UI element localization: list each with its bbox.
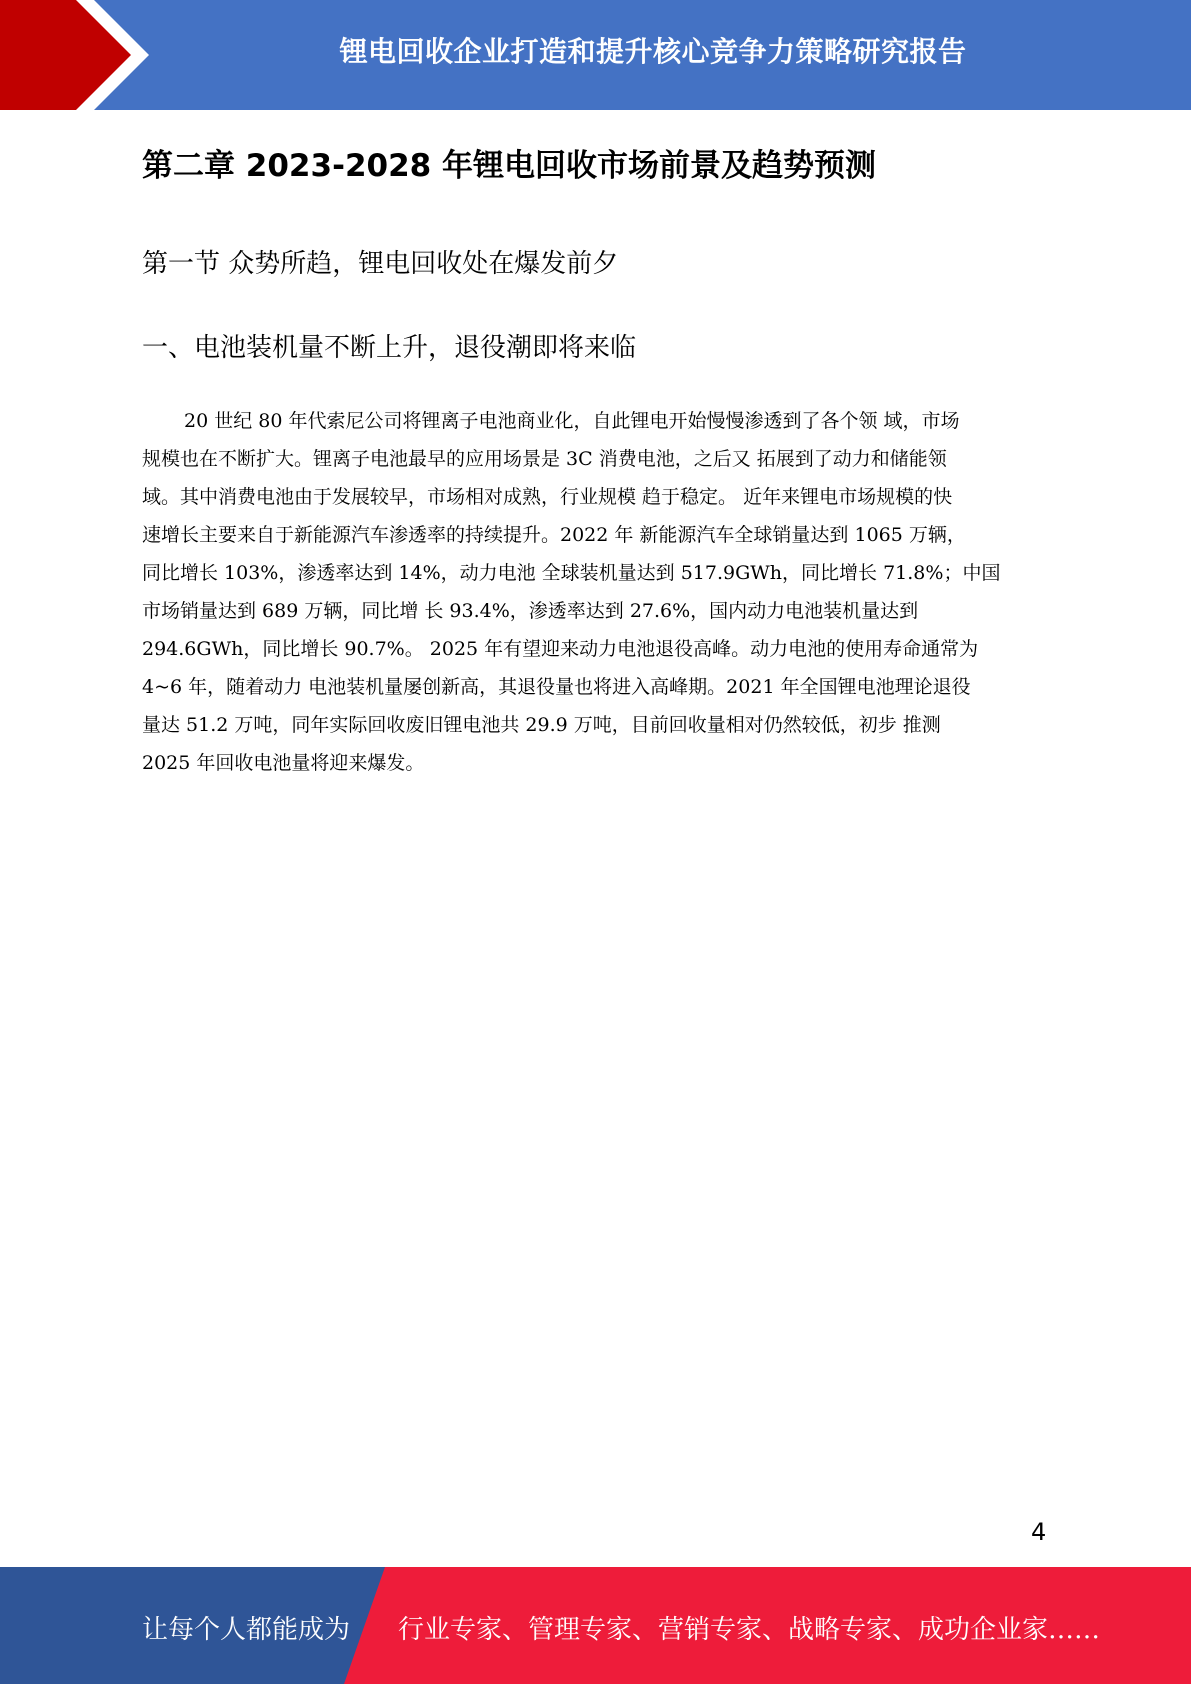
footer-slogan-right: 行业专家、管理专家、营销专家、战略专家、成功企业家…… <box>398 1615 1101 1645</box>
body-line: 2025 年回收电池量将迎来爆发。 <box>142 752 425 774</box>
chapter-title: 第二章 2023-2028 年锂电回收市场前景及趋势预测 <box>142 148 877 184</box>
body-line: 量达 51.2 万吨，同年实际回收废旧锂电池共 29.9 万吨，目前回收量相对仍然较低，初步 推测 <box>142 714 941 736</box>
page-number: 4 <box>1031 1518 1047 1546</box>
header-chevron-graphic <box>0 0 160 110</box>
body-line: 同比增长 103%，渗透率达到 14%，动力电池 全球装机量达到 517.9GWh，同比增长 71.8%；中国 <box>142 562 1001 584</box>
section-title: 第一节 众势所趋，锂电回收处在爆发前夕 <box>142 249 619 279</box>
body-line: 市场销量达到 689 万辆，同比增 长 93.4%，渗透率达到 27.6%，国内动力电池装机量达到 <box>142 600 919 622</box>
body-line: 域。其中消费电池由于发展较早，市场相对成熟，行业规模 趋于稳定。 近年来锂电市场规模的快 <box>142 486 953 508</box>
body-line: 速增长主要来自于新能源汽车渗透率的持续提升。2022 年 新能源汽车全球销量达到 1065 万辆， <box>142 524 966 546</box>
body-line: 20 世纪 80 年代索尼公司将锂离子电池商业化，自此锂电开始慢慢渗透到了各个领 域，市场 <box>184 410 960 432</box>
body-line: 4~6 年，随着动力 电池装机量屡创新高，其退役量也将进入高峰期。2021 年全国锂电池理论退役 <box>142 676 971 698</box>
body-paragraph <box>142 402 1047 782</box>
report-title: 锂电回收企业打造和提升核心竞争力策略研究报告 <box>339 35 967 68</box>
body-line: 294.6GWh，同比增长 90.7%。 2025 年有望迎来动力电池退役高峰。动力电池的使用寿命通常为 <box>142 638 979 660</box>
footer-slogan-left: 让每个人都能成为 <box>142 1615 351 1645</box>
subsection-title: 一、电池装机量不断上升，退役潮即将来临 <box>142 333 637 363</box>
body-line: 规模也在不断扩大。锂离子电池最早的应用场景是 3C 消费电池，之后又 拓展到了动力和储能领 <box>142 448 947 470</box>
